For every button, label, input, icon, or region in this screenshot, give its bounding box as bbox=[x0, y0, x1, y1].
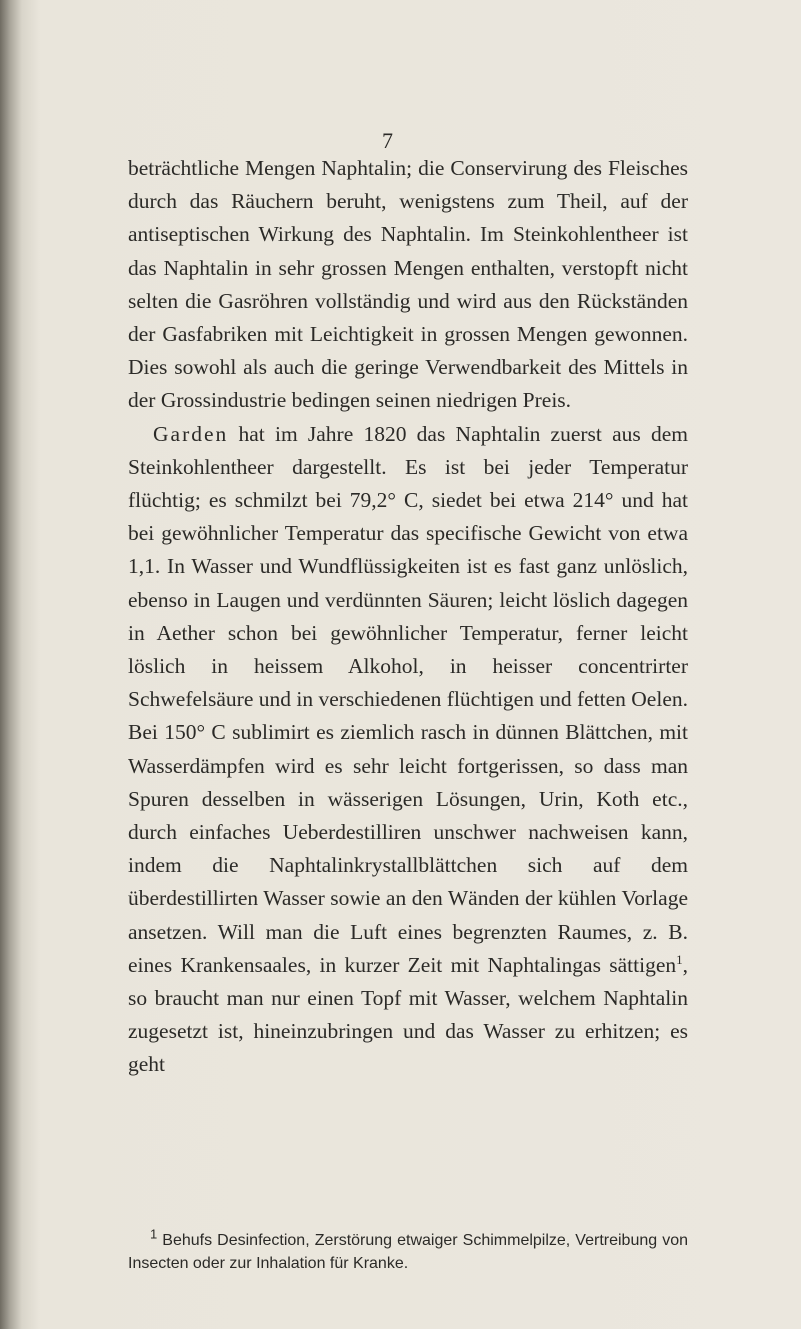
page-number: 7 bbox=[382, 128, 393, 153]
footnote-marker: 1 bbox=[150, 1226, 158, 1242]
footnote-reference: 1 bbox=[676, 951, 683, 967]
body-text bbox=[128, 152, 688, 1082]
paragraph-2-text: hat im Jahre 1820 das Naphtalin zuerst aus dem Steinkohlentheer dargestellt. Es ist bei jeder Temperatur flüchtig; es schmilzt bei 79,2° C, siedet bei etwa 214° und hat bei gewöhnlicher Temperatur das specifische Gewicht von etwa 1,1. In Wasser und Wundflüssigkeiten ist es fast ganz unlöslich, ebenso in Laugen und verdünnten Säuren; leicht löslich dagegen in Aether schon bei gewöhnlicher Temperatur, ferner leicht löslich in heissem Alkohol, in heisser concentrirter Schwefelsäure und in verschiedenen flüchtigen und fetten Oelen. Bei 150° C sublimirt es ziemlich rasch in dünnen Blättchen, mit Wasserdämpfen wird es sehr leicht fortgerissen, so dass man Spuren desselben in wässerigen Lösungen, Urin, Koth etc., durch einfaches Ueberdestilliren unschwer nachweisen kann, indem die Naphtalinkrystallblättchen sich auf dem überdestillirten Wasser sowie an den Wänden der kühlen Vorlage ansetzen. Will man die Luft eines begrenzten Raumes, z. B. eines Krankensaales, in kurzer Zeit mit Naphtalingas sättigen bbox=[128, 421, 688, 977]
paragraph-2-text-after: , so braucht man nur einen Topf mit Wasser, welchem Naphtalin zugesetzt ist, hineinzubringen und das Wasser zu erhitzen; es geht bbox=[128, 952, 688, 1077]
author-name: Garden bbox=[153, 421, 229, 446]
footnote-text: Behufs Desinfection, Zerstörung etwaiger Schimmelpilze, Vertreibung von Insecten oder zur Inhalation für Kranke. bbox=[128, 1232, 688, 1272]
paragraph-2 bbox=[128, 418, 688, 1082]
paragraph-1: beträchtliche Mengen Naphtalin; die Conservirung des Fleisches durch das Räuchern beruht, wenigstens zum Theil, auf der antiseptischen Wirkung des Naphtalin. Im Steinkohlentheer ist das Naphtalin in sehr grossen Mengen enthalten, verstopft nicht selten die Gasröhren vollständig und wird aus den Rückständen der Gasfabriken mit Leichtigkeit in grossen Mengen gewonnen. Dies sowohl als auch die geringe Verwendbarkeit des Mittels in der Grossindustrie bedingen seinen niedrigen Preis. bbox=[128, 156, 688, 413]
footnote bbox=[128, 1226, 688, 1275]
